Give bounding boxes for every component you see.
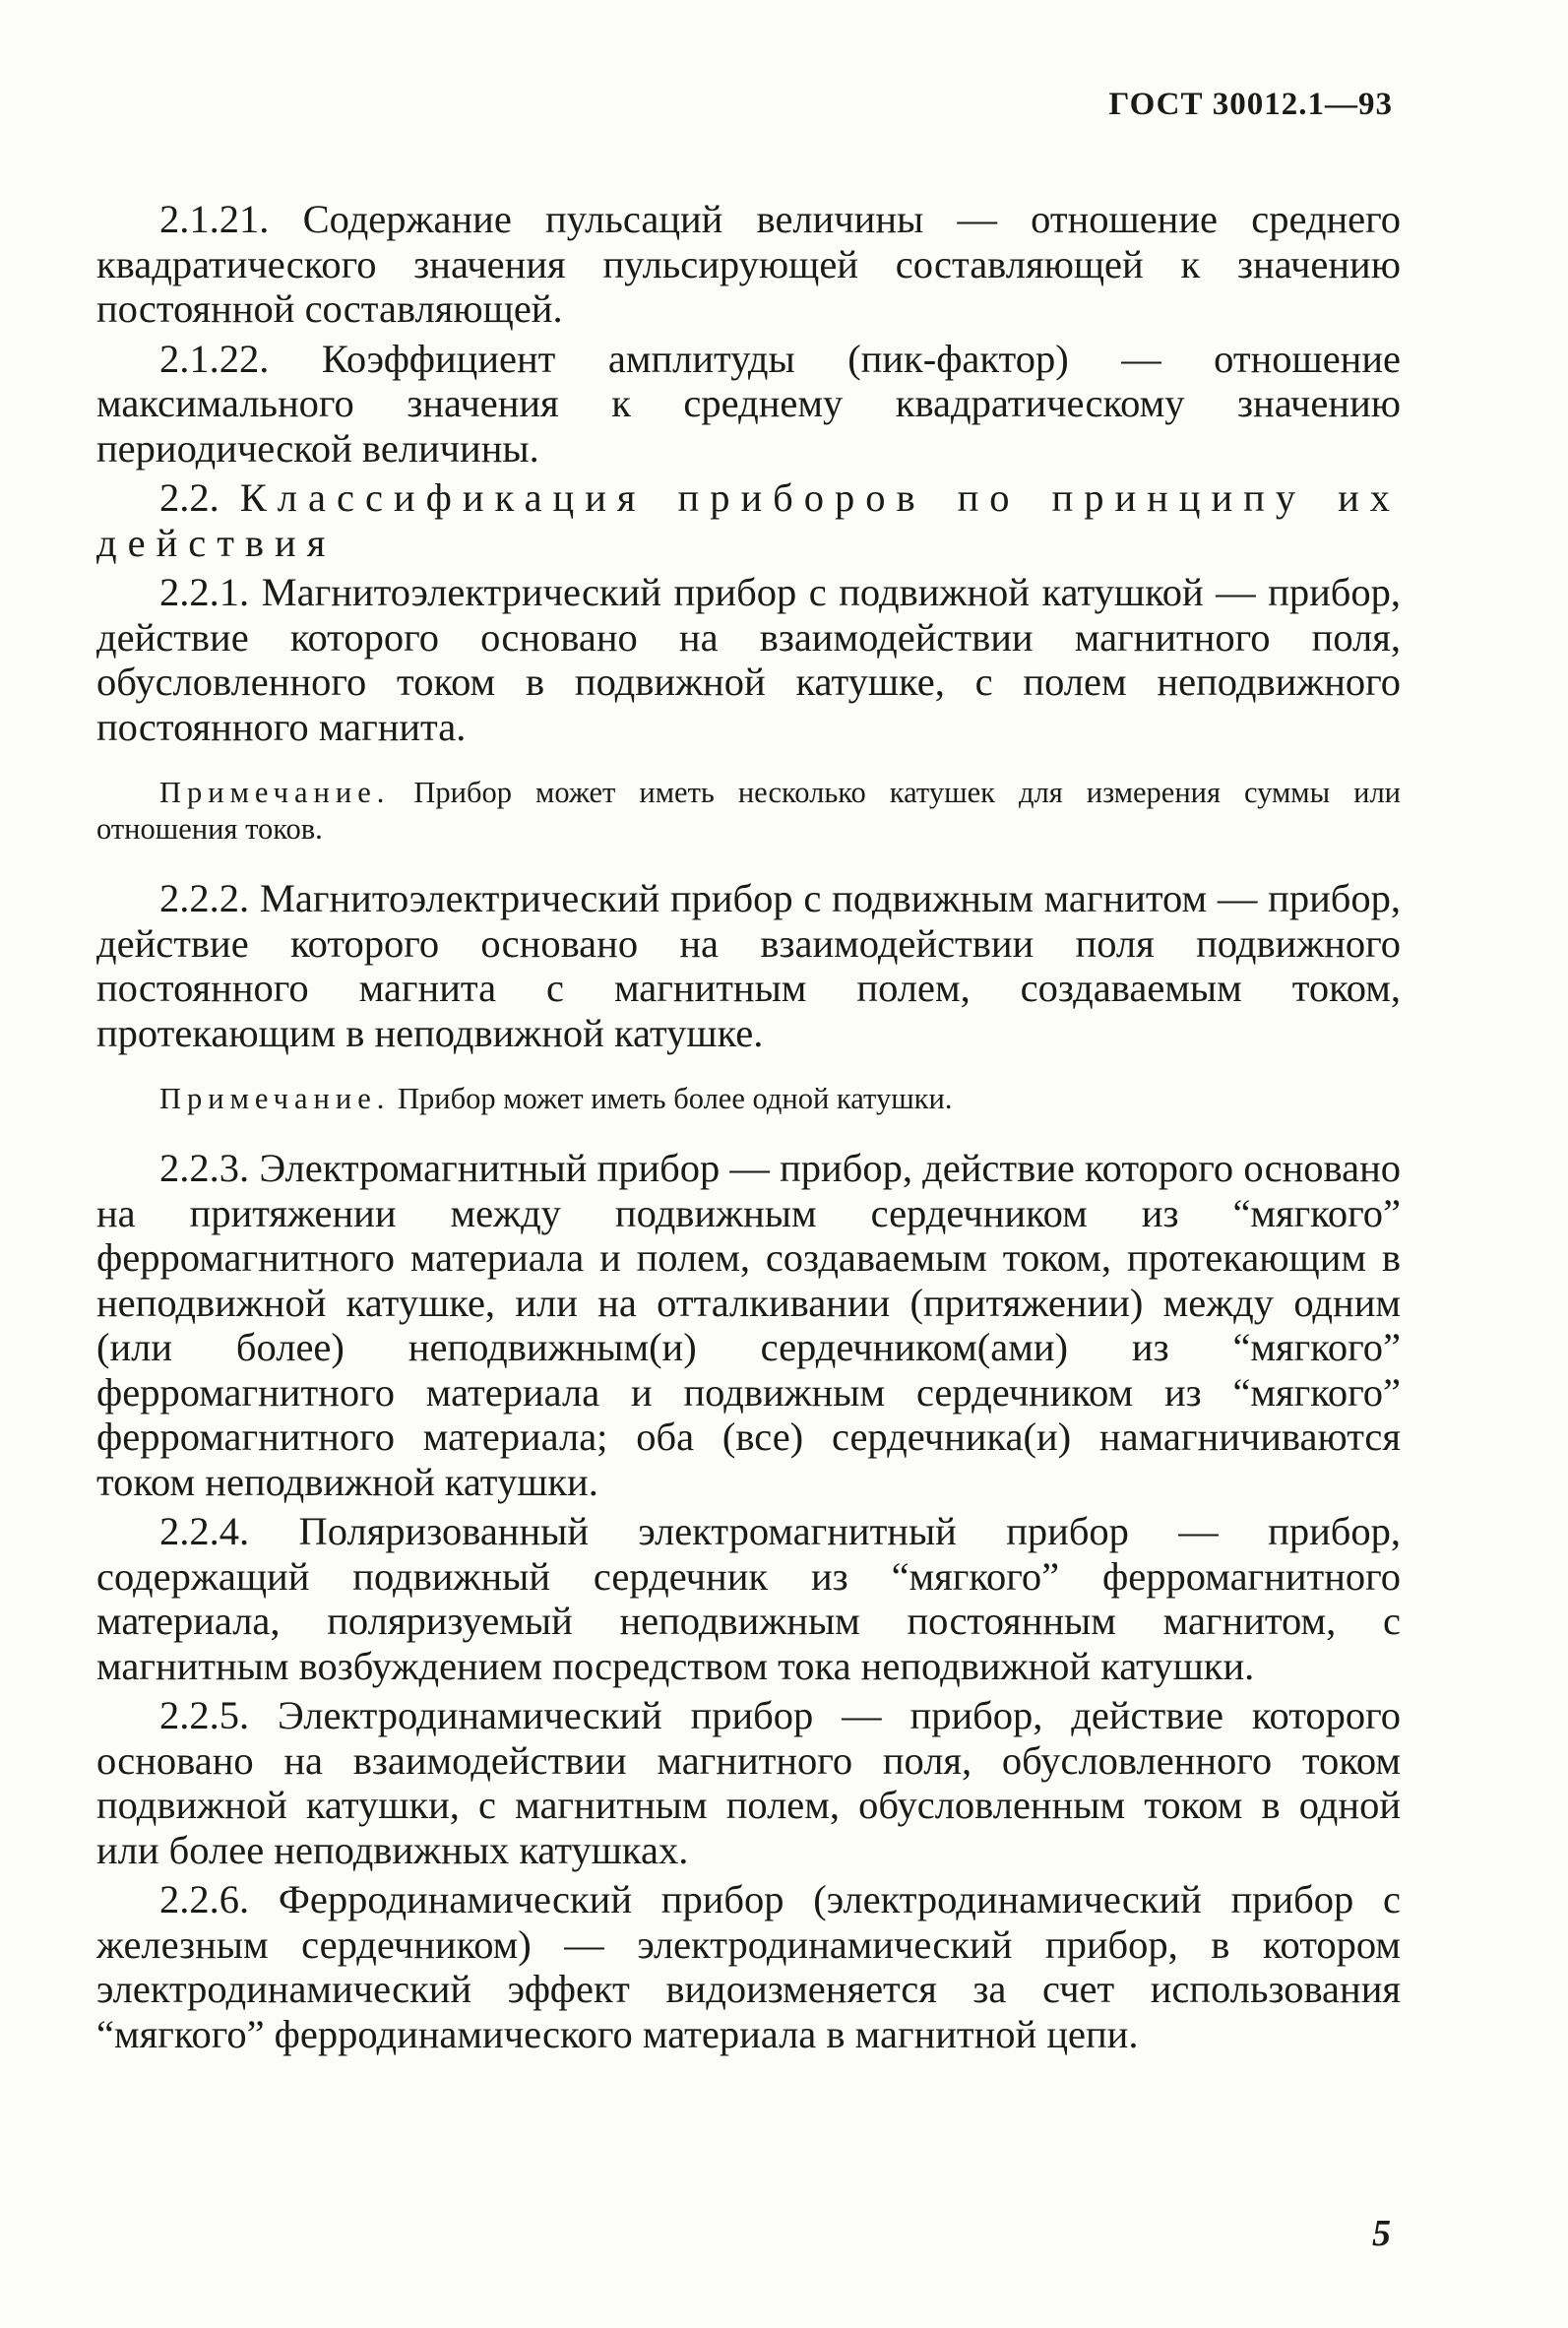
clause-text: Содержание пульсаций величины — отношение среднего квадратического значения пульсирующей составляющей к значению постоянной составляющей.: [96, 197, 1402, 331]
clause-text: Магнитоэлектрический прибор с подвижным магнитом — прибор, действие которого основано на взаимодействии поля подвижного постоянного магнита с магнитным полем, создаваемым током, протекающим в неподвижной катушке.: [96, 876, 1401, 1055]
page-number: 5: [1372, 2213, 1391, 2254]
clause-number: 2.2.: [159, 475, 220, 520]
clause-number: 2.2.6.: [159, 1877, 250, 1921]
standard-code-header: ГОСТ 30012.1—93: [1108, 87, 1393, 122]
note-text: Прибор может иметь несколько катушек для измерения суммы или отношения токов.: [96, 776, 1401, 846]
clause-text: Ферродинамический прибор (электродинамический прибор с железным сердечником) — электродинамический прибор, в котором электродинамический эффект видоизменяется за счет использования “мягкого” ферродинамического материала в магнитной цепи.: [96, 1877, 1402, 2056]
section-heading-text: Классификация приборов по принципу их действия: [96, 475, 1402, 565]
paragraph-2-2-4: [96, 1509, 1401, 1688]
paragraph-2-2-6: [96, 1877, 1401, 2056]
note-label: Примечание.: [159, 776, 391, 809]
clause-number: 2.1.22.: [159, 336, 270, 381]
clause-text: Электромагнитный прибор — прибор, действие которого основано на притяжении между подвижным сердечником из “мягкого” ферромагнитного материала и полем, создаваемым током, протекающим в неподвижной катушке, или на отталкивании (притяжении) между одним (или более) неподвижным(и) сердечником(ами) из “мягкого” ферромагнитного материала и подвижным сердечником из “мягкого” ферромагнитного материала; оба (все) сердечника(и) намагничиваются током неподвижной катушки.: [96, 1146, 1402, 1504]
clause-text: Магнитоэлектрический прибор с подвижной катушкой — прибор, действие которого основано на взаимодействии магнитного поля, обусловленного током в подвижной катушке, с полем неподвижного постоянного магнита.: [96, 570, 1401, 749]
paragraph-2-2-2: [96, 876, 1401, 1055]
note-label: Примечание.: [159, 1082, 391, 1115]
clause-number: 2.2.2.: [159, 876, 250, 920]
clause-number: 2.2.3.: [159, 1146, 250, 1190]
note-2-2-1: [96, 775, 1401, 848]
section-heading-2-2: [96, 475, 1401, 565]
clause-number: 2.1.21.: [159, 197, 270, 241]
paragraph-2-1-21: [96, 197, 1401, 332]
paragraph-2-2-1: [96, 570, 1401, 749]
paragraph-2-2-3: [96, 1146, 1401, 1504]
note-text: Прибор может иметь более одной катушки.: [398, 1082, 953, 1115]
clause-text: Электродинамический прибор — прибор, действие которого основано на взаимодействии магнитного поля, обусловленного током подвижной катушки, с магнитным полем, обусловленным током в одной или более неподвижных катушках.: [96, 1693, 1402, 1872]
document-body: [96, 197, 1401, 2061]
clause-number: 2.2.4.: [159, 1509, 250, 1553]
paragraph-2-1-22: [96, 337, 1401, 472]
paragraph-2-2-5: [96, 1693, 1401, 1872]
clause-number: 2.2.5.: [159, 1693, 250, 1737]
clause-number: 2.2.1.: [159, 570, 250, 614]
clause-text: Коэффициент амплитуды (пик-фактор) — отношение максимального значения к среднему квадратическому значению периодической величины.: [96, 336, 1402, 471]
clause-text: Поляризованный электромагнитный прибор — прибор, содержащий подвижный сердечник из “мягкого” ферромагнитного материала, поляризуемый неподвижным постоянным магнитом, с магнитным возбуждением посредством тока неподвижной катушки.: [96, 1509, 1402, 1688]
note-2-2-2: [96, 1081, 1401, 1117]
